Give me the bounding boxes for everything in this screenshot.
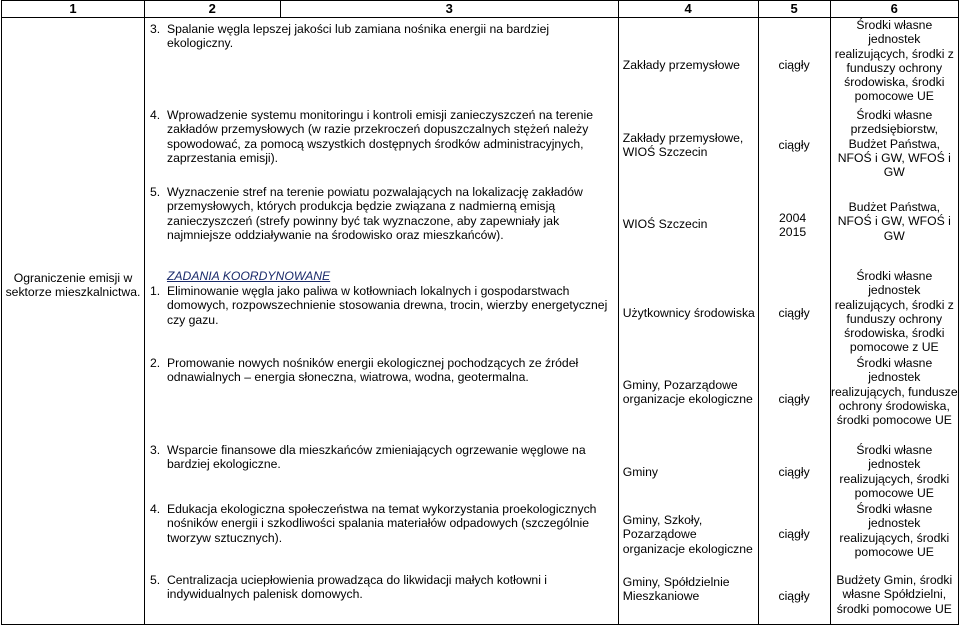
term: ciągły	[778, 138, 810, 152]
task-text: Wsparcie finansowe dla mieszkańców zmieniających ogrzewanie węglowe na bardziej ekologiczne.	[166, 443, 586, 472]
executor: Gminy, Spółdzielnie Mieszkaniowe	[622, 575, 730, 604]
funding-source: Środki własne jednostek realizujących, środki pomocowe UE	[839, 443, 950, 500]
goal-cell	[2, 18, 145, 625]
executor: Gminy, Pozarządowe organizacje ekologiczne	[622, 378, 753, 407]
task-number: 2.	[149, 356, 161, 370]
task-number: 5.	[149, 573, 161, 587]
term: ciągły	[778, 527, 810, 541]
task-number: 4.	[149, 108, 161, 122]
task-number: 3.	[149, 22, 161, 36]
executor: Użytkownicy środowiska	[622, 306, 755, 320]
term: ciągły	[778, 589, 810, 603]
executor: Zakłady przemysłowe	[622, 58, 740, 72]
task-text: Centralizacja uciepłowienia prowadząca do likwidacji małych kotłowni i indywidualnych palenisk domowych.	[166, 573, 547, 602]
funding-source: Budżety Gmin, środki własne Spółdzielni, środki pomocowe UE	[836, 573, 953, 616]
executor: WIOŚ Szczecin	[622, 217, 708, 231]
task-text: Wyznaczenie stref na terenie powiatu pozwalających na lokalizację zakładów przemysłowych, których produkcja będzie związana z nadmierną emisją zanieczyszczeń (strefy powinny być tak wyznaczone, aby zapewniały jak najmniejsze oddziaływanie na środowisko oraz mieszkańców).	[166, 185, 583, 242]
header-col-2: 2	[144, 1, 280, 18]
executor: Gminy, Szkoły, Pozarządowe organizacje ekologiczne	[622, 513, 753, 556]
funding-source: Środki własne jednostek realizujących, fundusze ochrony środowiska, środki pomocowe UE	[830, 356, 958, 428]
header-col-1: 1	[2, 1, 145, 18]
goal-text: Ograniczenie emisji w sektorze mieszkalnictwa.	[5, 271, 141, 300]
task-number: 1.	[149, 284, 161, 298]
subheading-coordinated-tasks: ZADANIA KOORDYNOWANE	[166, 269, 331, 283]
executors-cell	[618, 18, 758, 625]
task-text: Edukacja ekologiczna społeczeństwa na temat wykorzystania proekologicznych nośników energii i szkodliwości spalania materiałów odpadowych (szczególnie tworzyw sztucznych).	[166, 502, 597, 545]
term: ciągły	[778, 392, 810, 406]
term: ciągły	[778, 465, 810, 479]
source-cell	[830, 18, 958, 625]
executor: Zakłady przemysłowe, WIOŚ Szczecin	[622, 131, 744, 160]
task-number: 5.	[149, 185, 161, 199]
task-text: Promowanie nowych nośników energii ekologicznej pochodzących ze źródeł odnawialnych – energia słoneczna, wiatrowa, wodna, geotermalna.	[166, 356, 579, 385]
header-col-6: 6	[830, 1, 958, 18]
header-col-3: 3	[280, 1, 618, 18]
term: ciągły	[778, 306, 810, 320]
measures-table	[1, 0, 959, 625]
term-cell	[758, 18, 830, 625]
task-text: Spalanie węgla lepszej jakości lub zamiana nośnika energii na bardziej ekologiczny.	[166, 22, 550, 51]
funding-source: Środki własne jednostek realizujących, środki z funduszy ochrony środowiska, środki pomocowe z UE	[834, 269, 954, 355]
table-body-row	[2, 18, 959, 625]
funding-source: Środki własne jednostek realizujących, środki z funduszy ochrony środowiska, środki pomocowe UE	[834, 18, 954, 104]
task-text: Eliminowanie węgla jako paliwa w kotłowniach lokalnych i gospodarstwach domowych, rozpowszechnienie stosowania drewna, trocin, wierzby energetycznej czy gazu.	[166, 284, 608, 327]
funding-source: Środki własne jednostek realizujących, środki pomocowe UE	[839, 502, 950, 559]
task-number: 3.	[149, 443, 161, 457]
executor: Gminy	[622, 465, 658, 479]
header-col-5: 5	[758, 1, 830, 18]
funding-source: Środki własne przedsiębiorstw, Budżet Państwa, NFOŚ i GW, WFOŚ i GW	[837, 108, 951, 180]
header-col-4: 4	[618, 1, 758, 18]
funding-source: Budżet Państwa, NFOŚ i GW, WFOŚ i GW	[837, 200, 951, 243]
task-text: Wprowadzenie systemu monitoringu i kontroli emisji zanieczyszczeń na terenie zakładów przemysłowych (w razie przekroczeń dopuszczalnych stężeń należy spowodować, za pomocą wszystkich dostępnych środków administracyjnych, zaprzestania emisji).	[166, 108, 594, 165]
header-row	[2, 1, 959, 18]
term: ciągły	[778, 58, 810, 72]
term: 2004 2015	[779, 211, 807, 240]
tasks-cell	[144, 18, 618, 625]
task-number: 4.	[149, 502, 161, 516]
